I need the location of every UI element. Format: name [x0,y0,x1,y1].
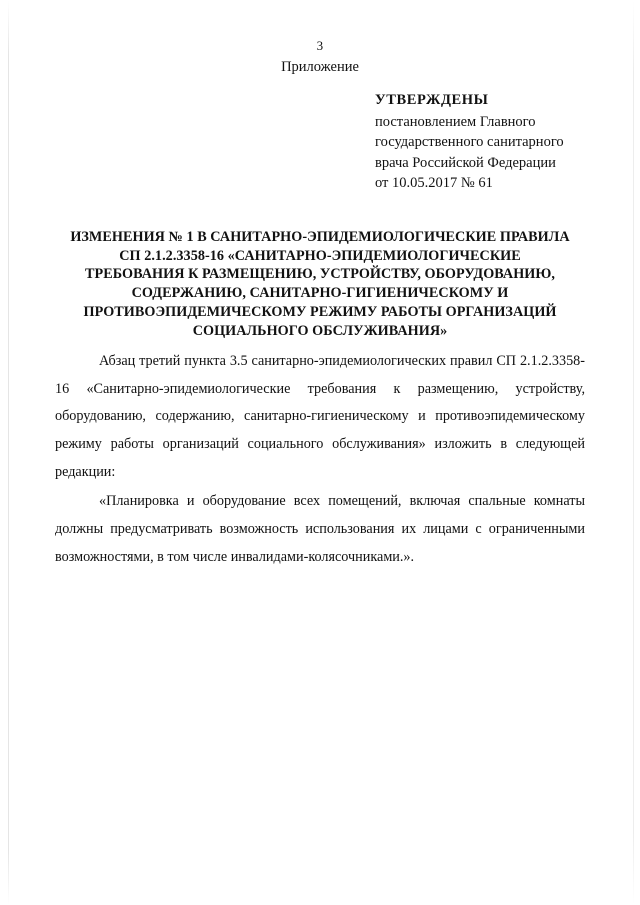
document-title-line-2: СП 2.1.2.3358-16 «САНИТАРНО-ЭПИДЕМИОЛОГИЧЕСКИЕ [119,247,521,264]
approval-title: УТВЕРЖДЕНЫ [375,92,489,108]
scan-edge-right [633,0,634,905]
document-title [55,228,585,340]
approval-block [375,90,595,194]
attachment-label: Приложение [281,59,359,75]
document-title-line-1: ИЗМЕНЕНИЯ № 1 В САНИТАРНО-ЭПИДЕМИОЛОГИЧЕСКИЕ ПРАВИЛА [70,229,570,245]
paragraph-1: Абзац третий пункта 3.5 санитарно-эпидемиологических правил СП 2.1.2.3358-16 «Санитарно-эпидемиологические требования к размещению, устройству, оборудованию, содержанию, санитарно-гигиеническому и противоэпидемическому режиму работы организаций социального обслуживания» изложить в следующей редакции: [55,353,585,480]
page-number: 3 [316,38,324,53]
document-title-line-6: СОЦИАЛЬНОГО ОБСЛУЖИВАНИЯ» [192,322,448,339]
scan-edge-left [8,0,9,905]
approval-line-4: от 10.05.2017 № 61 [375,175,493,192]
document-title-line-5: ПРОТИВОЭПИДЕМИЧЕСКОМУ РЕЖИМУ РАБОТЫ ОРГАНИЗАЦИЙ [83,303,557,320]
document-body [55,348,585,572]
document-title-line-4: СОДЕРЖАНИЮ, САНИТАРНО-ГИГИЕНИЧЕСКОМУ И [131,285,509,302]
paragraph-2: «Планировка и оборудование всех помещений, включая спальные комнаты должны предусматривать возможность использования их лицами с ограниченными возможностями, в том числе инвалидами-колясочниками.». [55,493,585,565]
approval-line-3: врача Российской Федерации [375,154,556,171]
document-title-line-3: ТРЕБОВАНИЯ К РАЗМЕЩЕНИЮ, УСТРОЙСТВУ, ОБОРУДОВАНИЮ, [84,266,556,283]
approval-line-1: постановлением Главного [375,113,536,130]
approval-line-2: государственного санитарного [375,134,564,151]
